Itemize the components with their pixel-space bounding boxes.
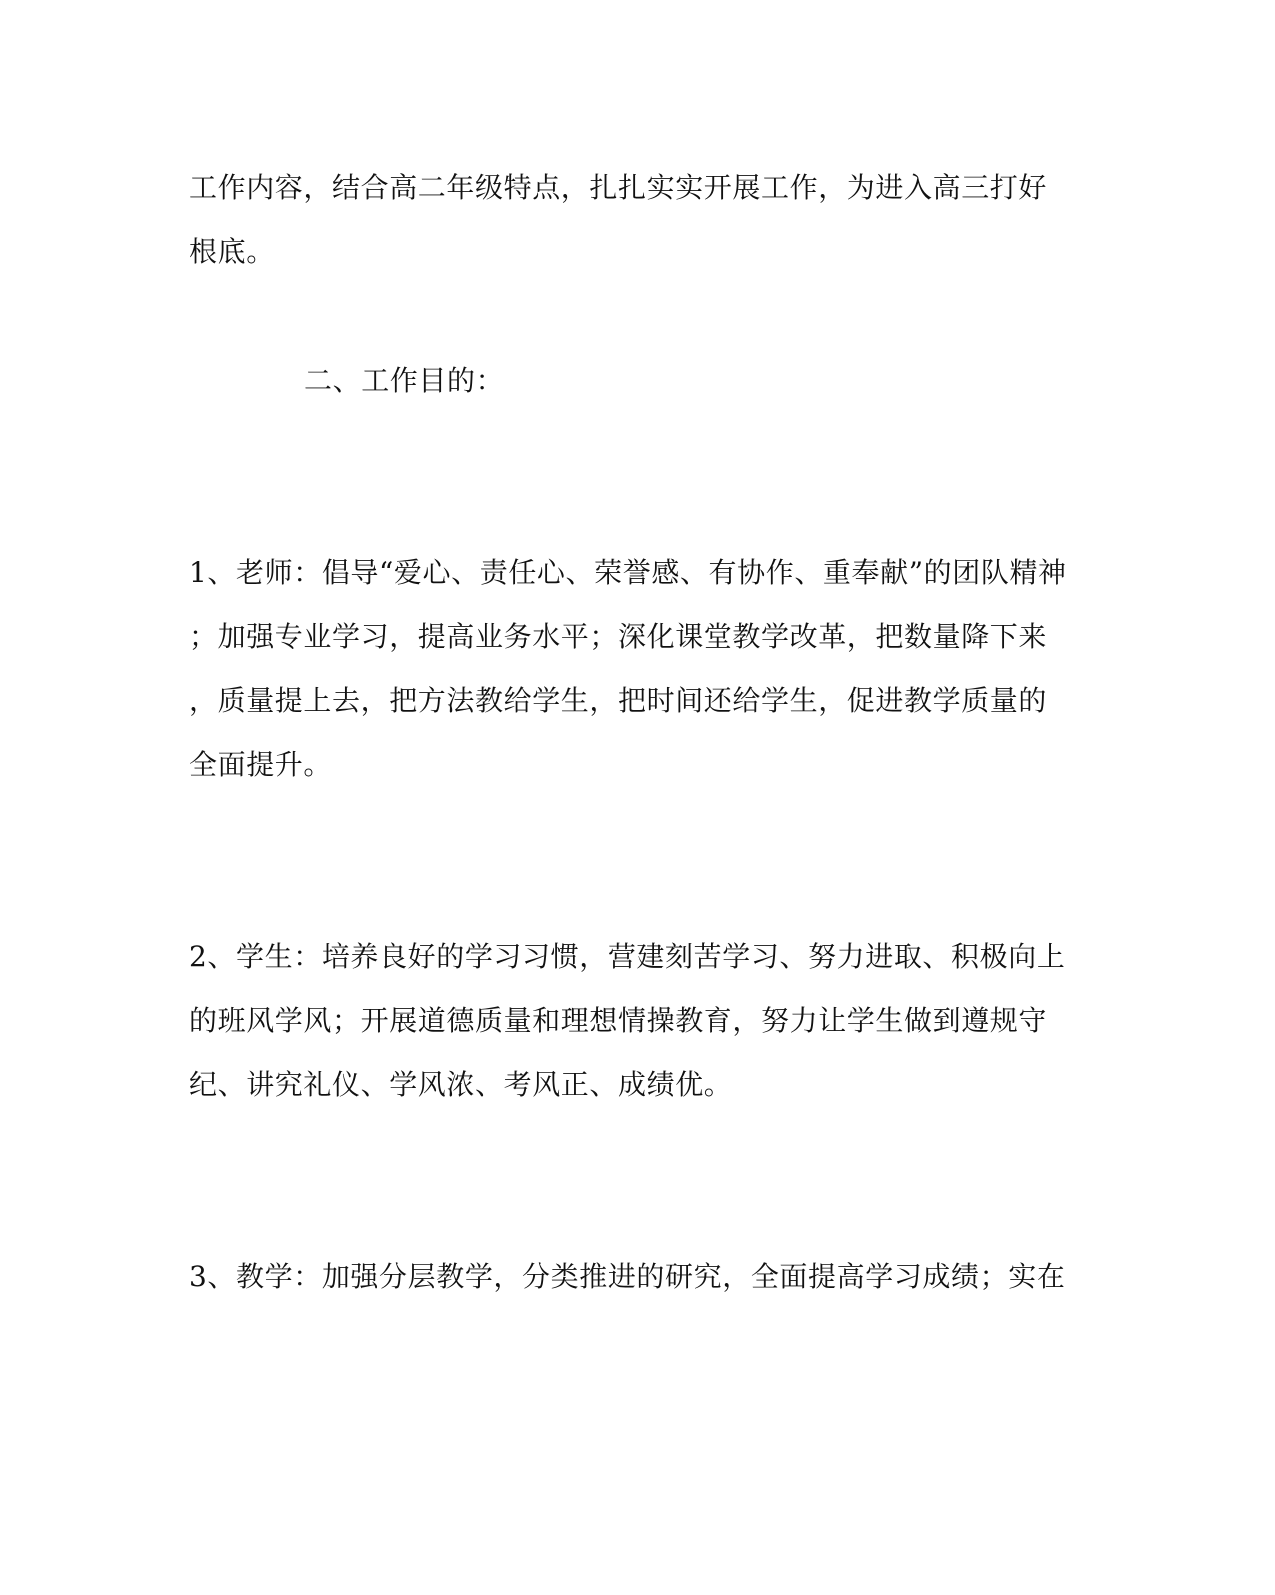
item-1-line-3: ，质量提上去，把方法教给学生，把时间还给学生，促进教学质量的 bbox=[189, 684, 1048, 717]
item-1-line-2: ；加强专业学习，提高业务水平；深化课堂教学改革，把数量降下来 bbox=[189, 620, 1048, 653]
item-1-line-1: 1、老师：倡导“爱心、责任心、荣誉感、有协作、重奉献”的团队精神 bbox=[189, 556, 1067, 589]
item-2-line-3: 纪、讲究礼仪、学风浓、考风正、成绩优。 bbox=[189, 1068, 733, 1101]
section-heading: 二、工作目的： bbox=[304, 364, 505, 397]
intro-line-1: 工作内容，结合高二年级特点，扎扎实实开展工作，为进入高三打好 bbox=[189, 171, 1048, 204]
item-3-line-1: 3、教学：加强分层教学，分类推进的研究，全面提高学习成绩；实在 bbox=[189, 1260, 1066, 1293]
intro-line-2: 根底。 bbox=[189, 235, 275, 268]
item-2-line-1: 2、学生：培养良好的学习习惯，营建刻苦学习、努力进取、积极向上 bbox=[189, 940, 1066, 973]
item-2-line-2: 的班风学风；开展道德质量和理想情操教育，努力让学生做到遵规守 bbox=[189, 1004, 1048, 1037]
item-1-line-4: 全面提升。 bbox=[189, 748, 333, 781]
